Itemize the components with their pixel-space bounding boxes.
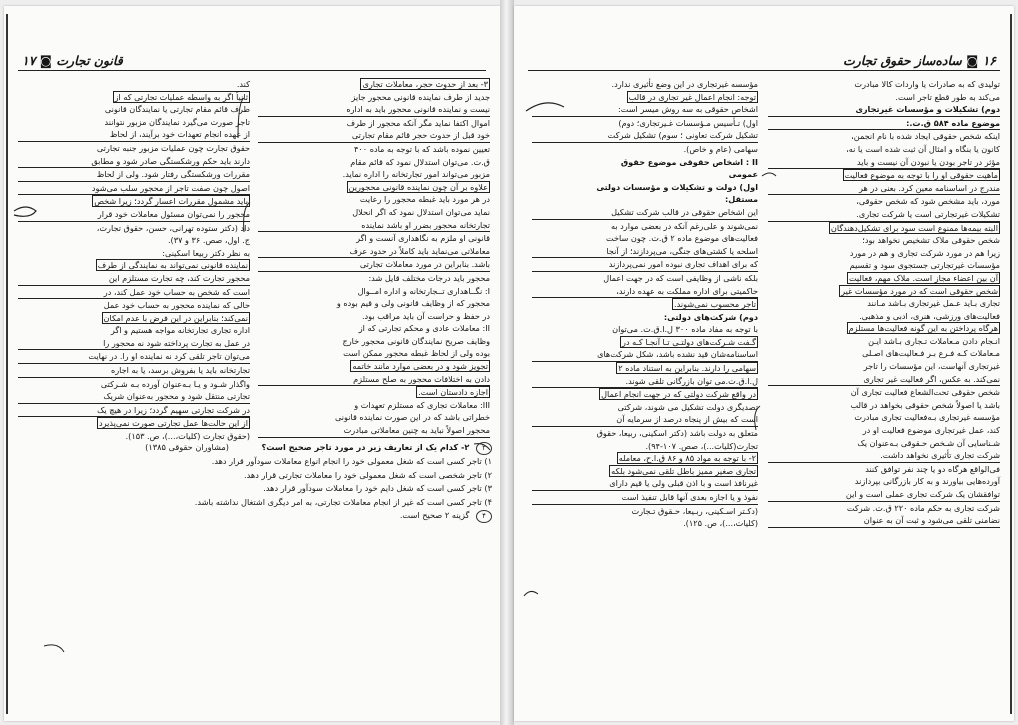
text-line: توافقشان یک شرکت تجاری عملی است و این bbox=[768, 488, 1000, 502]
text-line: (حقوق تجارت (کلیات،...)، ص. ۱۵۳). bbox=[125, 431, 250, 442]
option-2: ۲) تاجر شخصی است که شغل معمولی خود را معاملات تجارتی قرار دهد. bbox=[244, 469, 492, 480]
text-line: کانون یا بنگاه و امثال آن ثبت شده است یا نه، bbox=[846, 143, 1000, 154]
text-line: موضوع ماده ۵۸۴ ق.ت.: bbox=[768, 117, 1000, 131]
text-line: اشخاص حقوقی به سه روش میسر است: bbox=[532, 103, 758, 117]
text-line: ثانیاً اگر به واسطه عملیات تجارتی که از bbox=[114, 91, 248, 102]
text-line: مستقل: bbox=[725, 194, 758, 205]
text-line: باید مشمول مقررات اعسار گردد؛ زیرا شخص bbox=[94, 196, 248, 207]
text-line: (کلیات،...)، ص. ۱۲۵). bbox=[683, 518, 758, 529]
text-line: حالی که نماینده محجور به حساب خود عمل bbox=[103, 300, 250, 311]
page-header-title: قانون تجارت ◙ ۱۷ bbox=[22, 53, 123, 68]
text-line: شرکت تجاری تأثیری نخواهد داشت. bbox=[768, 449, 1000, 463]
text-line: تجارتخانه محجور بضرر او باشد نماینده bbox=[258, 219, 490, 233]
text-line: باشد. بنابراین در مورد معاملات تجارتی bbox=[258, 258, 490, 272]
text-line: اصول چون صفت تاجر از محجور سلب می‌شود bbox=[18, 182, 250, 196]
text-line: تعیین نموده باشد که با توجه به ماده ۴۰۰ bbox=[354, 143, 490, 154]
text-line: I: نگــاهداری تــجارتخانه و اداره امــوال bbox=[357, 285, 490, 296]
text-line: نمی‌شوند و علی‌رغم آنکه در بعضی موارد به bbox=[610, 220, 758, 231]
text-line: بلکه ناشی از وظایفی است که در جهت اعمال bbox=[603, 272, 758, 283]
text-line: اول) دولت و تشکیلات و مؤسسات دولتی bbox=[596, 181, 758, 192]
text-line: تجویز شود و در بعضی موارد مانند خاتمه bbox=[352, 361, 488, 372]
text-line: محجور را نمی‌توان مسئول معاملات خود قرار bbox=[18, 208, 250, 222]
text-line: مزبور می‌تواند امور تجارتخانه را اداره نماید. bbox=[342, 169, 490, 180]
text-line: ۲- با توجه به مواد ۸۵ و ۸۶ ق.ا.ح، معامله bbox=[618, 453, 756, 464]
text-line: معاملاتی می‌نماید باید کاملاً در حدود عرف bbox=[258, 245, 490, 259]
text-line: اجازه دادستان است. bbox=[418, 387, 488, 398]
text-line: در حفظ و حراست آن باید مراقب بود. bbox=[361, 310, 490, 321]
handwritten-marks bbox=[514, 6, 1014, 721]
option-4: ۴) تاجر کسی است که غیر از انجام معاملات تجارتی، به امر دیگری اشتغال نداشته باشد. bbox=[194, 496, 492, 507]
text-line: کند. bbox=[236, 79, 250, 89]
page-16 bbox=[514, 6, 1014, 721]
question-source: (مشاوران حقوقی ۱۳۸۵) bbox=[145, 442, 229, 452]
page-17 bbox=[4, 6, 500, 721]
question-number: ۲ bbox=[476, 442, 492, 455]
text-line: خطراتی باشد که در این صورت نماینده قانونی bbox=[334, 412, 490, 423]
text-line: به نظر دکتر ربیعا اسکینی: bbox=[162, 247, 250, 258]
text-line: اموال اکتفا نماید مگر آنکه محجور از طرف bbox=[346, 117, 490, 128]
text-line: اداره تجاری تجارتخانه مواجه هستیم و اگر bbox=[110, 325, 250, 336]
text-line: با توجه به مفاد ماده ۳۰۰ ل.ا.ق.ت. می‌توان bbox=[612, 324, 758, 335]
question-text: ۲- کدام یک از تعاریف زیر در مورد تاجر صحیح است؟ bbox=[261, 442, 470, 452]
text-line: خود قبل از حدوث حجر قائم مقام تجارتی bbox=[258, 129, 490, 143]
text-line: دادن به اختلافات محجور به صلح مستلزم bbox=[258, 373, 490, 387]
text-line: از این حالت‌ها عمل تجارتی صورت نمی‌پذیرد bbox=[98, 418, 248, 429]
text-line: تجارتی منتقل شود و محجور به‌عنوان شریک bbox=[18, 390, 250, 404]
text-line: تشکیلات غیرتجارتی است یا شرکت تجاری. bbox=[768, 208, 1000, 222]
text-line: دوم) شرکت‌های دولتی: bbox=[663, 311, 758, 322]
text-line: مؤثر در تاجر بودن یا نبودن آن نیست و باید bbox=[768, 156, 1000, 170]
text-line: دوم) تشکیلات و مؤسسات غیرتجاری bbox=[768, 103, 1000, 117]
text-line: تجارت(کلیات...)، صص. ۱۰۷-۹۴). bbox=[645, 440, 758, 451]
text-line: سهامی را دارند. بنابراین به استناد ماده ۲ bbox=[618, 363, 756, 374]
text-line: است که بیش از پنجاه درصد از سرمایه آن bbox=[532, 413, 758, 427]
text-line: (دکـتر اسـکینی، ربـیعا، حـقوق تـجارت bbox=[631, 505, 758, 516]
answer-badge: ۴ bbox=[476, 510, 492, 523]
text-line: سهامی (عام و خاص). bbox=[683, 143, 758, 154]
text-line: شـناسایی آن شـخص حـقوقی بـه‌عنوان یک bbox=[857, 437, 1000, 448]
text-line: II: معاملات عادی و محکم تجارتی که از bbox=[358, 323, 490, 334]
text-line: محجور باید درجات مختلف قایل شد: bbox=[368, 272, 490, 283]
text-line: در هر مورد باید غبطه محجور را رعایت bbox=[359, 194, 490, 205]
text-line: غیرتجاری آنهاست، این مؤسسات را تاجر bbox=[863, 361, 1000, 372]
text-line: فعالیت‌های ورزشی، هنری، ادبی و مذهبی. bbox=[859, 310, 1000, 321]
option-1: ۱) تاجر کسی است که شغل معمولی خود را انجام انواع معاملات سودآور قرار دهد. bbox=[211, 456, 492, 466]
text-line: مورد، باید مشخص شود که شخص حقوقی، bbox=[856, 196, 1000, 207]
text-line: شرکت تجاری به حکم ماده ۲۲۰ ق.ت. شرکت bbox=[846, 502, 1000, 513]
text-line: تجارتخانه باید یا بفروش برسد، یا به اجاره bbox=[18, 364, 250, 378]
text-line: ق.ت. می‌توان استدلال نمود که قائم مقام bbox=[350, 156, 490, 167]
text-line: محجور که از وظایف قانونی ولی و قیم بوده و bbox=[336, 298, 490, 309]
text-line: است که شخص به حساب خود عمل کند، در bbox=[18, 286, 250, 300]
text-line: نمی‌کند؛ بنابراین در این فرض با عدم امکان bbox=[103, 312, 248, 323]
text-line: تجاری بـاید عـمل غیرتجاری بـاشد مـانند bbox=[867, 298, 1000, 309]
text-line: نیست و نماینده قانونی محجور باید به اداره bbox=[258, 103, 490, 117]
text-line: متعلق به دولت باشد (دکتر اسکینی، ربیعا، حقوق bbox=[596, 428, 758, 439]
text-line: ۳- بعد از حدوث حجر، معاملات تجاری bbox=[362, 79, 488, 89]
text-line: شخص حقوقی است که در مورد مؤسسات غیر bbox=[841, 285, 998, 296]
text-line: نماید می‌توان استدلال نمود که اگر انحلال bbox=[352, 206, 490, 217]
text-line: بوده ولی از لحاظ غبطه محجور ممکن است bbox=[343, 348, 490, 359]
handwritten-marks bbox=[4, 6, 500, 721]
text-line: II : اشخاص حقوقی موضوع حقوق bbox=[620, 156, 758, 167]
text-line: شخص حقوقی ملاک تشخیص نخواهد بود؛ bbox=[862, 235, 1000, 246]
text-line: کند، عمل غیرتجاری موضوع فعالیت او در bbox=[862, 425, 1000, 436]
text-line: مـعاملات کـه فـرع بـر فـعالیت‌های اصـلی bbox=[862, 348, 1000, 359]
book-gutter bbox=[500, 0, 514, 725]
text-line: وظایف صریح نمایندگان قانونی محجور خارج bbox=[342, 335, 490, 346]
text-line: III: معاملات تجاری که مستلزم تعهدات و bbox=[354, 399, 490, 410]
text-line: شخص حقوقی تحت‌الشعاع فعالیت تجاری آن bbox=[850, 387, 1000, 398]
text-line: آن بین اعضاء مجاز است. ملاک مهم، فعالیت bbox=[848, 272, 998, 283]
text-line: نمی‌کند. به عکس، اگر فعالیت غیر تجاری bbox=[768, 373, 1000, 387]
text-line: تجاری صغیر ممیز باطل تلقی نمی‌شود بلکه bbox=[611, 465, 756, 476]
text-line: دارند باید حکم ورشکستگی صادر شود و مطابق bbox=[18, 155, 250, 169]
answer-text: گزینه ۲ صحیح است. bbox=[399, 510, 470, 521]
text-line: در عمل به تجارت پرداخته شود نه محجور را bbox=[18, 337, 250, 351]
text-line: اینکه شخص حقوقی ایجاد شده با نام انجمن، bbox=[851, 131, 1000, 142]
text-line: محجور تجارت کند، چه تجارت مستلزم این bbox=[18, 272, 250, 286]
text-line: از عهده انجام تعهدات خود برآیند، از لحاظ bbox=[18, 128, 250, 142]
text-line: مؤسسات غیرتجارتی جستجوی سود و تقسیم bbox=[849, 260, 1000, 271]
text-line: در واقع شرکت دولتی که در جهت انجام اعمال bbox=[601, 389, 756, 400]
text-line: آورده‌هایی بیاورند و به کار بازرگانی بپردازند bbox=[854, 476, 1000, 487]
text-line: فی‌الواقع هرگاه دو یا چند نفر توافق کنند bbox=[865, 463, 1000, 474]
text-line: طرف قائم مقام تجارتی یا نمایندگان قانونی bbox=[104, 104, 250, 115]
text-line: می‌توان تاجر تلقی کرد نه نماینده او را. در نهایت bbox=[18, 350, 250, 364]
text-line: هرگاه پرداختن به این گونه فعالیت‌ها مستلزم bbox=[848, 323, 998, 334]
text-line: اساسنامه‌شان قید نشده باشد، شکل شرکت‌های bbox=[532, 348, 758, 362]
text-line: ماهیت حقوقی او را با توجه به موضوع فعالیت bbox=[844, 170, 998, 181]
text-line: که برای اهداف تجاری نبوده امور نمی‌پردازند bbox=[532, 258, 758, 272]
text-line: البته بیمه‌ها ممنوع است سود برای تشکیل‌دهندگان bbox=[830, 222, 998, 233]
text-line: حاکمیتی برای اداره مملکت به عهده دارند، bbox=[532, 285, 758, 299]
text-line: تولیدی که به صادرات یا واردات کالا مبادرت bbox=[854, 79, 1000, 89]
text-line: قانونی او ملزم به نگاهداری آنست و اگر bbox=[356, 233, 490, 244]
text-line: غیرنافذ است و با اذن قبلی ولی یا قیم دارای bbox=[532, 477, 758, 491]
text-line: مؤسسه غیرتجاری بـه‌فعالیت تجاری مبادرت bbox=[854, 412, 1000, 423]
text-line: مقررات ورشکستگی رفتار شود. ولی از لحاظ bbox=[18, 168, 250, 182]
option-3: ۳) تاجر کسی است که شغل دایم خود را معاملات سودآور قرار دهد. bbox=[263, 483, 492, 494]
text-line: توجه: انجام اعمال غیر تجاری در قالب bbox=[628, 91, 756, 102]
text-line: می‌کند به طور قطع تاجر است. bbox=[895, 91, 1000, 102]
text-line: عمومی bbox=[728, 169, 758, 180]
text-line: حقوق تجارت چون عملیات مزبور جنبه تجارتی bbox=[96, 142, 250, 153]
text-line: جدید از طرف نماینده قانونی محجور جایز bbox=[351, 91, 490, 102]
text-line: تصدیگری دولت تشکیل می شوند، شرکتی bbox=[617, 401, 758, 412]
text-line: تشکیل شرکت تعاونی ؛ سوم) تشکیل شرکت bbox=[532, 129, 758, 143]
text-line: انـجام دادن مـعاملات تـجاری بـاشد ایـن bbox=[868, 335, 1000, 346]
text-line: اول) تـأسیس مـؤسسات غـیرتجاری؛ دوم) bbox=[618, 117, 758, 128]
text-line: در شرکت تجارتی سهیم گردد؛ زیرا در هیچ یک bbox=[18, 404, 250, 418]
page-header-title: ۱۶ ◙ ساده‌ساز حقوق تجارت bbox=[842, 53, 996, 68]
text-line: مندرج در اساسنامه معین کرد. بعنی در هر bbox=[768, 182, 1000, 196]
text-line: مؤسسه غیرتجاری در این وضع تأثیری ندارد. bbox=[611, 79, 758, 89]
text-line: نماینده قانونی نمی‌تواند به نمایندگی از طرف bbox=[97, 260, 248, 271]
text-line: گـفت شـرکت‌های دولتـی تـا آنجـا کـه در bbox=[622, 336, 756, 347]
text-line: داد (دکتر ستوده تهرانی، حسن، حقوق تجارت، bbox=[96, 222, 250, 233]
text-line: ج. اول، صص. ۳۶ و ۳۷). bbox=[167, 235, 250, 246]
text-line: تاجر محسوب نمی‌شوند. bbox=[674, 299, 756, 310]
text-line: علاوه بر آن چون نماینده قانونی محجورین bbox=[348, 181, 488, 192]
text-line: باشد یا اصولاً شخص حقوقی بخواهد در قالب bbox=[850, 399, 1000, 410]
text-line: واگذار شـود و یـا بـه‌عنوان آورده بـه شـرکتی bbox=[100, 378, 250, 389]
text-line: اسلحه یا کشتی‌های جنگی، می‌پردازند؛ از آنجا bbox=[532, 245, 758, 259]
text-line: زیرا هم در مورد شرکت تجاری و هم در مورد bbox=[849, 247, 1000, 258]
text-line: تاجر صورت می‌گیرد نمایندگان مزبور نتوانند bbox=[104, 116, 250, 127]
text-line: فعالیت‌های موضوع ماده ۲ ق.ت. چون ساخت bbox=[606, 233, 758, 244]
text-line: نضامنی تلقی می‌شود و ثبت آن به عنوان bbox=[768, 514, 1000, 528]
text-line: محجور اصولاً نباید به چنین معاملاتی مبادرت bbox=[258, 424, 490, 438]
text-line: ل.ا.ق.ت.می توان بازرگانی تلقی شوند. bbox=[532, 375, 758, 389]
text-line: این اشخاص حقوقی در قالب شرکت تشکیل bbox=[532, 206, 758, 220]
text-line: نفوذ و یا اجازه بعدی آنها قابل تنفیذ است bbox=[532, 491, 758, 505]
